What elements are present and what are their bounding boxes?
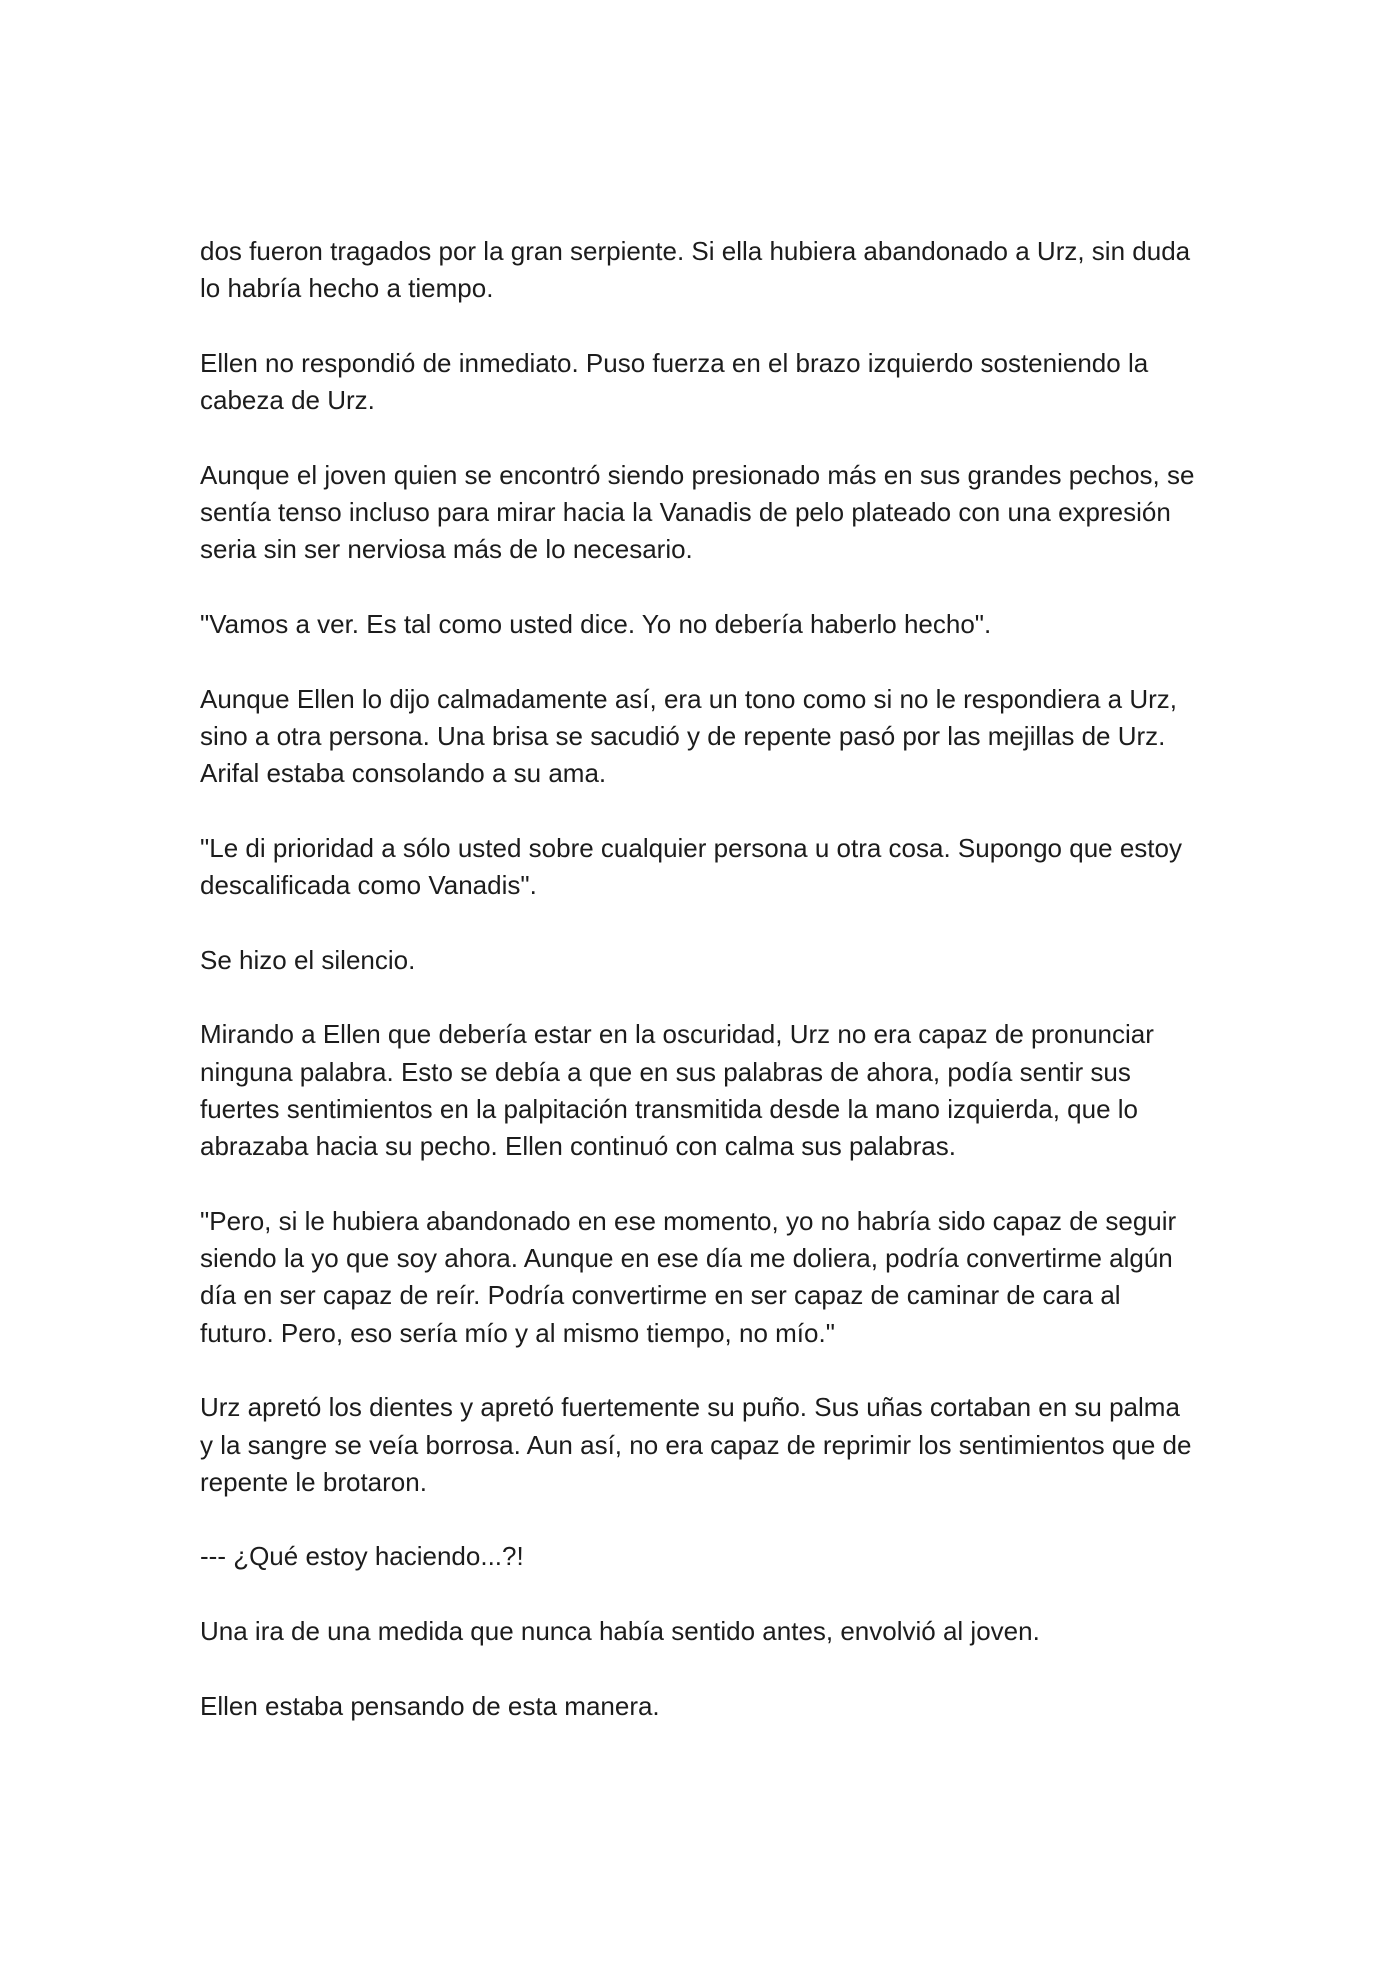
paragraph: --- ¿Qué estoy haciendo...?! — [200, 1541, 524, 1572]
paragraph: "Le di prioridad a sólo usted sobre cualquier persona u otra cosa. Supongo que estoy descalificada como Vanadis". — [200, 832, 1182, 901]
paragraph: Una ira de una medida que nunca había sentido antes, envolvió al joven. — [200, 1615, 1040, 1646]
paragraph: Se hizo el silencio. — [200, 944, 416, 975]
paragraph: Aunque Ellen lo dijo calmadamente así, era un tono como si no le respondiera a Urz, sino a otra persona. Una brisa se sacudió y de repente pasó por las mejillas de Urz. Arifal estaba consolando a su ama. — [200, 683, 1178, 789]
paragraph: Aunque el joven quien se encontró siendo presionado más en sus grandes pechos, se sentía tenso incluso para mirar hacia la Vanadis de pelo plateado con una expresión seria sin ser nerviosa más de lo necesario. — [200, 459, 1195, 565]
paragraph: Mirando a Ellen que debería estar en la oscuridad, Urz no era capaz de pronunciar ninguna palabra. Esto se debía a que en sus palabras de ahora, podía sentir sus fuertes sentimientos en la palpitación transmitida desde la mano izquierda, que lo abrazaba hacia su pecho. Ellen continuó con calma sus palabras. — [200, 1019, 1154, 1162]
paragraph: Ellen estaba pensando de esta manera. — [200, 1690, 660, 1721]
paragraph: Ellen no respondió de inmediato. Puso fuerza en el brazo izquierdo sosteniendo la cabeza de Urz. — [200, 347, 1149, 416]
document-body — [200, 233, 1200, 1725]
paragraph: "Pero, si le hubiera abandonado en ese momento, yo no habría sido capaz de seguir siendo la yo que soy ahora. Aunque en ese día me doliera, podría convertirme algún día en ser capaz de reír. Podría convertirme en ser capaz de caminar de cara al futuro. Pero, eso sería mío y al mismo tiempo, no mío." — [200, 1205, 1177, 1348]
paragraph: Urz apretó los dientes y apretó fuertemente su puño. Sus uñas cortaban en su palma y la sangre se veía borrosa. Aun así, no era capaz de reprimir los sentimientos que de repente le brotaron. — [200, 1392, 1192, 1497]
paragraph: dos fueron tragados por la gran serpiente. Si ella hubiera abandonado a Urz, sin duda lo habría hecho a tiempo. — [200, 236, 1191, 304]
paragraph: "Vamos a ver. Es tal como usted dice. Yo no debería haberlo hecho". — [200, 608, 992, 639]
